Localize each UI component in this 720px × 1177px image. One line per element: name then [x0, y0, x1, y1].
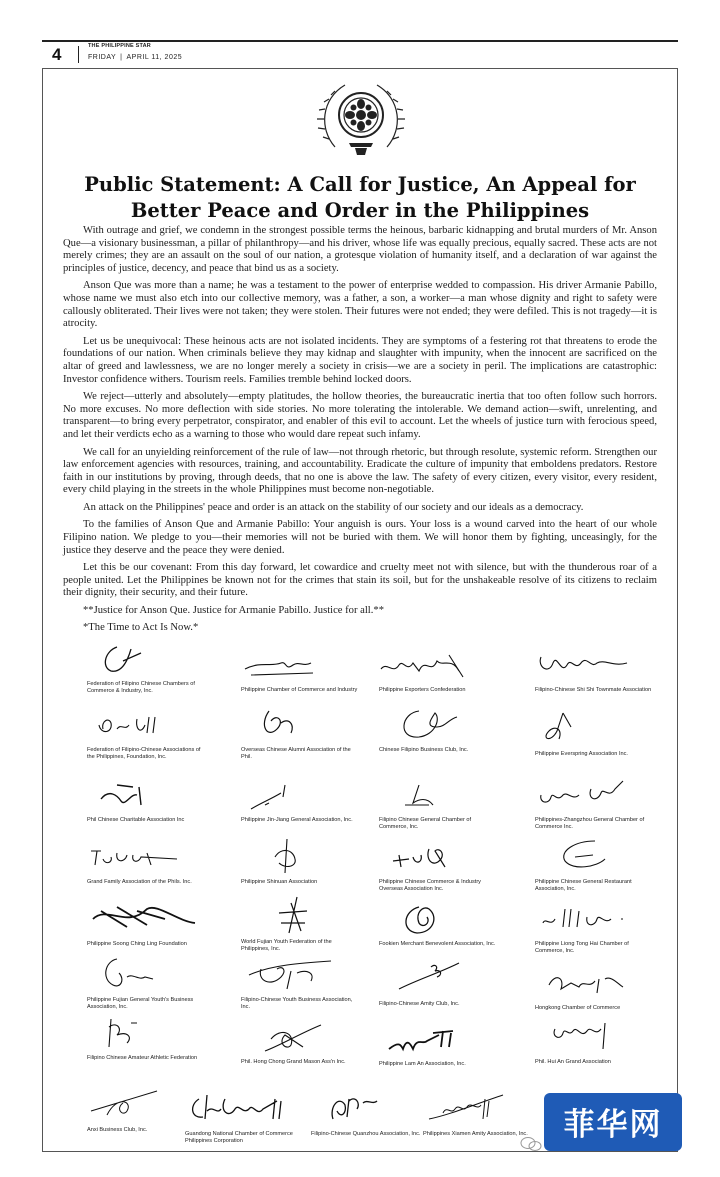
handwritten-signature — [185, 1089, 303, 1129]
public-statement-ad — [42, 68, 678, 1152]
date-separator: | — [120, 54, 123, 61]
watermark-text: 菲华网 — [563, 1107, 663, 1143]
signatory-name: Phil. Hong Chong Grand Mason Ass'n Inc. — [241, 1059, 346, 1065]
signatory-name: Hongkong Chamber of Commerce — [535, 1005, 621, 1011]
signature-block — [87, 899, 205, 959]
signature-block — [311, 1089, 429, 1149]
signatory-name: Philippine Everspring Association Inc. — [535, 751, 628, 757]
signature-block — [379, 837, 497, 897]
handwritten-signature — [241, 705, 359, 745]
signatory-name: Philippine Lam An Association, Inc. — [379, 1061, 466, 1067]
paragraph: With outrage and grief, we condemn in the strongest possible terms the heinous, barbaric kidnapping and brutal murders of Mr. Anson Que—a visionary businessman, a pillar of philanthropy—and his driver, whose life was equally precious, equally sacred. These acts are not merely crimes; they are an assault on the soul of our nation, a grotesque violation of humanity itself, and a declaration of war against the principles of justice, decency, and peace that bind us as a society. — [63, 225, 657, 274]
signature-block — [535, 1017, 653, 1077]
signatory-name: Philippine Soong Ching Ling Foundation — [87, 941, 187, 947]
signatory-name: Filipino Chinese Amateur Athletic Federation — [87, 1055, 198, 1061]
statement-body — [63, 225, 657, 638]
signature-block — [241, 955, 359, 1015]
signatory-name: Federation of Filipino Chinese Chambers of Commerce & Industry, Inc. — [87, 681, 195, 694]
statement-title-bold: A Call for Justice, An Appeal for Better Peace and Order in the Philippines — [130, 173, 636, 222]
signature-block — [535, 645, 653, 705]
signatory-name: Philippine Chinese General Restaurant Association, Inc. — [535, 879, 632, 892]
signature-block — [241, 645, 359, 705]
signature-block — [241, 837, 359, 897]
page-number: 4 — [52, 45, 62, 64]
handwritten-signature — [87, 639, 205, 679]
signature-block — [241, 897, 359, 957]
signature-block — [241, 1017, 359, 1077]
handwritten-signature — [241, 897, 359, 937]
paragraph: We call for an unyielding reinforcement of the rule of law—not through rhetoric, but through resolute, systemic reform. Strengthen our law enforcement agencies with resources, training, and accountability. Eradicate the culture of impunity that emboldens predators. Restore faith in our institutions by proving, through deeds, that no one is above the law. The safety of every citizen, every visitor, every resident, every child playing in the streets in the whole Philippines must become non-negotiable. — [63, 446, 657, 496]
closing-time-to-act: *The Time to Act Is Now.* — [83, 621, 199, 633]
site-watermark-badge — [544, 1093, 682, 1151]
paragraph: To the families of Anson Que and Armanie Pabillo: Your anguish is ours. Your loss is a wound carved into the heart of our whole Filipino nation. We pledge to you—their memories will not be buried with them. We will honor them by fighting, unceasingly, for the justice they deserve and the peace they were denied. — [63, 519, 657, 556]
statement-title — [55, 172, 665, 224]
handwritten-signature — [87, 775, 205, 815]
handwritten-signature — [379, 705, 497, 745]
signature-block — [87, 837, 205, 897]
handwritten-signature — [87, 955, 205, 995]
signature-block — [535, 963, 653, 1023]
closing-justice-line: **Justice for Anson Que. Justice for Armanie Pabillo. Justice for all.** — [83, 605, 384, 617]
handwritten-signature — [87, 705, 205, 745]
signature-block — [241, 775, 359, 835]
handwritten-signature — [535, 645, 653, 685]
signature-block — [379, 645, 497, 705]
signature-block — [379, 705, 497, 765]
handwritten-signature — [241, 775, 359, 815]
signatory-name: Filipino-Chinese Quanzhou Association, Inc. — [311, 1131, 421, 1137]
handwritten-signature — [535, 709, 653, 749]
handwritten-signature — [379, 645, 497, 685]
signatory-name: Filipino Chinese General Chamber of Commerce, Inc. — [379, 817, 472, 830]
issue-date — [88, 54, 182, 61]
handwritten-signature — [87, 837, 205, 877]
handwritten-signature — [423, 1089, 541, 1129]
signature-block — [379, 899, 497, 959]
signatory-name: Filipino-Chinese Youth Business Association, Inc. — [241, 997, 353, 1010]
issue-day: FRIDAY — [88, 54, 117, 61]
signatory-name: Overseas Chinese Alumni Association of the Phil. — [241, 747, 351, 760]
handwritten-signature — [379, 837, 497, 877]
signatory-name: Philippines Xiamen Amity Association, Inc. — [423, 1131, 528, 1137]
signature-block — [379, 1019, 497, 1079]
handwritten-signature — [241, 1017, 359, 1057]
signature-block — [87, 955, 205, 1015]
handwritten-signature — [535, 775, 653, 815]
handwritten-signature — [535, 1017, 653, 1057]
statement-title-lead: Public Statement: — [84, 173, 288, 196]
handwritten-signature — [379, 775, 497, 815]
signature-block — [535, 775, 653, 835]
signature-block — [87, 1013, 205, 1073]
handwritten-signature — [379, 959, 497, 999]
signatory-name: Anxi Business Club, Inc. — [87, 1127, 148, 1133]
signature-block — [535, 837, 653, 897]
signatory-name: Philippine Exporters Confederation — [379, 687, 466, 693]
signature-block — [87, 639, 205, 699]
paragraph: We reject—utterly and absolutely—empty platitudes, the hollow theories, the bureaucratic inertia that too often follow such horrors. No more excuses. No more deflection with side stories. No more tolerating the intolerable. We demand action—swift, unrelenting, and transparent—to bring every perpetrator, conspirator, and enabler of this evil to account. Let the wheels of justice turn with ferocious speed, and let their verdicts echo as a warning to those who would dare repeat such infamy. — [63, 391, 657, 440]
signatory-name: Filipino-Chinese Amity Club, Inc. — [379, 1001, 460, 1007]
signature-block — [535, 899, 653, 959]
signatory-name: Phil. Hui An Grand Association — [535, 1059, 611, 1065]
header-divider — [78, 46, 79, 63]
handwritten-signature — [379, 899, 497, 939]
signature-block — [87, 775, 205, 835]
signature-block — [185, 1089, 303, 1149]
signatory-name: Federation of Filipino-Chinese Associations of the Philippines, Foundation, Inc. — [87, 747, 201, 760]
signature-block — [241, 705, 359, 765]
federation-seal-logo — [315, 77, 407, 159]
signatory-name: Chinese Filipino Business Club, Inc. — [379, 747, 469, 753]
chat-bubble-icon — [520, 1136, 542, 1152]
handwritten-signature — [535, 837, 653, 877]
signatory-name: Philippine Liong Tong Hai Chamber of Commerce, Inc. — [535, 941, 629, 954]
publication-name: THE PHILIPPINE STAR — [88, 43, 151, 49]
signatory-name: Filipino-Chinese Shi Shi Townmate Association — [535, 687, 652, 693]
signatory-name: Guandong National Chamber of Commerce Philippines Corporation — [185, 1131, 293, 1144]
signature-block — [379, 775, 497, 835]
handwritten-signature — [535, 899, 653, 939]
paragraph: Anson Que was more than a name; he was a testament to the power of enterprise wedded to compassion. His driver Armanie Pabillo, whose name we must also etch into our collective memory, was a father, a son, a worker—a man whose dignity and right to safety were callously obliterated. Their lives were not taken; they were stolen. Their futures were not ended; they were defiled. This is not tragedy—it is atrocity. — [63, 280, 657, 330]
signatory-name: Phil Chinese Charitable Association Inc — [87, 817, 185, 823]
handwritten-signature — [379, 1019, 497, 1059]
handwritten-signature — [87, 1013, 205, 1053]
paragraph: Let this be our covenant: From this day forward, let cowardice and cruelty meet not with silence, but with the thunderous roar of a people united. Let the Philippines be known not for the crimes that stain its soil, but for the unshakeable resolve of its citizens to reclaim their dignity, their security, and their future. — [63, 562, 657, 599]
page-header — [42, 40, 678, 64]
signatory-name: Philippine Chinese Commerce & Industry Overseas Association Inc. — [379, 879, 481, 892]
handwritten-signature — [311, 1089, 429, 1129]
handwritten-signature — [241, 955, 359, 995]
issue-date-text: APRIL 11, 2025 — [126, 54, 183, 61]
signatory-name: World Fujian Youth Federation of the Philippines, Inc. — [241, 939, 332, 952]
handwritten-signature — [87, 899, 205, 939]
paragraph: An attack on the Philippines' peace and order is an attack on the stability of our society and our ideals as a democracy. — [83, 501, 584, 513]
signatory-name: Grand Family Association of the Phils. Inc. — [87, 879, 192, 885]
signatory-name: Philippines-Zhangzhou General Chamber of Commerce Inc. — [535, 817, 645, 830]
signatory-name: Philippine Fujian General Youth's Business Association, Inc. — [87, 997, 194, 1010]
paragraph: Let us be unequivocal: These heinous acts are not isolated incidents. They are symptoms of a festering rot that threatens to erode the foundations of our nation. When criminals believe they may kidnap and slaughter with impunity, when the innocent are sacrificed on the altar of greed and lawlessness, we are no longer merely a society in crisis—we are a society in peril. The implications are catastrophic: Investor confidence withers. Tourism reels. Families tremble behind locked doors. — [63, 335, 657, 385]
signature-block — [379, 959, 497, 1019]
handwritten-signature — [535, 963, 653, 1003]
signature-block — [87, 705, 205, 765]
signatory-name: Fookien Merchant Benevolent Association, Inc. — [379, 941, 496, 947]
signature-block — [535, 709, 653, 769]
handwritten-signature — [241, 645, 359, 685]
signatory-name: Philippine Chamber of Commerce and Industry — [241, 687, 358, 693]
signatory-name: Philippine Jin-Jiang General Association, Inc. — [241, 817, 353, 823]
signatory-name: Philippine Shinuan Association — [241, 879, 318, 885]
handwritten-signature — [241, 837, 359, 877]
